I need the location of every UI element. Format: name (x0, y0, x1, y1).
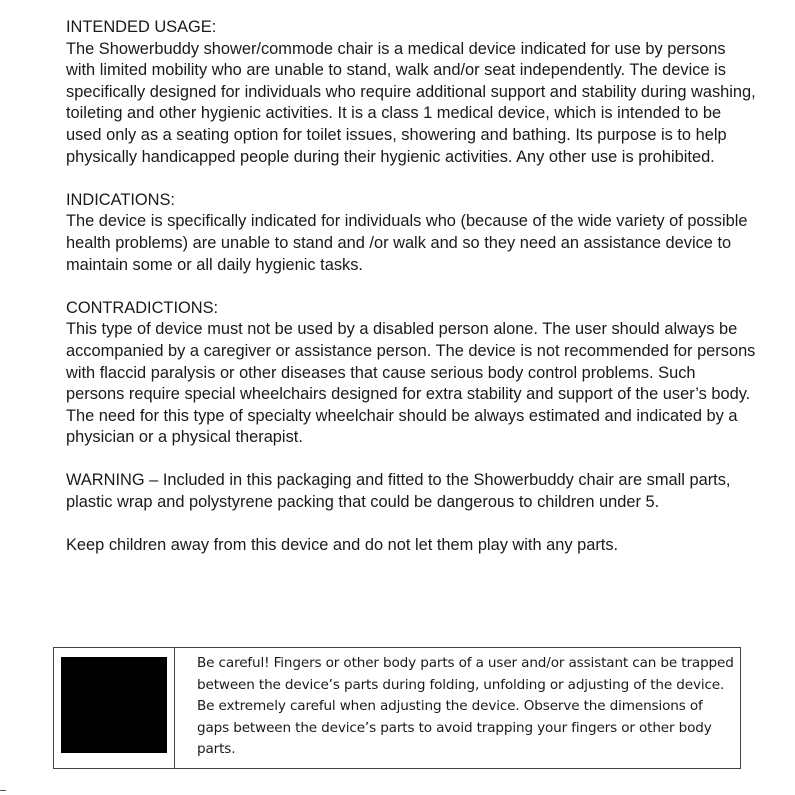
warning-symbol-icon (61, 657, 167, 753)
section-body: This type of device must not be used by a disabled person alone. The user should always be accompanied by a caregiver or assistance person. The device is not recommended for persons with flaccid paralysis or other diseases that cause serious body control problems. Such persons require special wheelchairs designed for extra stability and support of the user’s body. The need for this type of specialty wheelchair should be always estimated and indicated by a physician or a physical therapist. (66, 320, 756, 447)
warning-paragraph: WARNING – Included in this packaging and fitted to the Showerbuddy chair are small parts, plastic wrap and polystyrene packing that could be dangerous to children under 5. (66, 471, 731, 512)
section-heading: INTENDED USAGE: (66, 18, 217, 36)
caution-text: Be careful! Fingers or other body parts of a user and/or assistant can be trapped between the device’s parts during folding, unfolding or adjusting of the device. Be extremely careful when adjusting the device. Observe the dimensions of gaps between the device’s parts to avoid trapping your fingers or other body parts. (197, 655, 734, 758)
caution-icon-cell (54, 648, 175, 768)
section-contradictions (66, 298, 756, 449)
section-indications (66, 190, 756, 276)
section-intended-usage (66, 17, 756, 168)
caution-box (53, 647, 741, 769)
section-heading: CONTRADICTIONS: (66, 298, 219, 317)
section-body: The Showerbuddy shower/commode chair is a medical device indicated for use by persons with limited mobility who are unable to stand, walk and/or seat independently. The device is specifically designed for individuals who require additional support and stability during washing, toileting and other hygienic activities. It is a class 1 medical device, which is intended to be used only as a seating option for toilet issues, showering and bathing. Its purpose is to help physically handicapped people during their hygienic activities. Any other use is prohibited. (66, 39, 756, 166)
warning-paragraph-block (66, 470, 756, 513)
page-edge-mark (0, 790, 6, 791)
section-body: The device is specifically indicated for individuals who (because of the wide variety of possible health problems) are unable to stand and /or walk and so they need an assistance device to maintain some or all daily hygienic tasks. (66, 212, 748, 274)
section-heading: INDICATIONS: (66, 190, 175, 209)
children-paragraph-block (66, 535, 756, 557)
document-body (66, 17, 756, 578)
children-paragraph: Keep children away from this device and do not let them play with any parts. (66, 536, 619, 555)
